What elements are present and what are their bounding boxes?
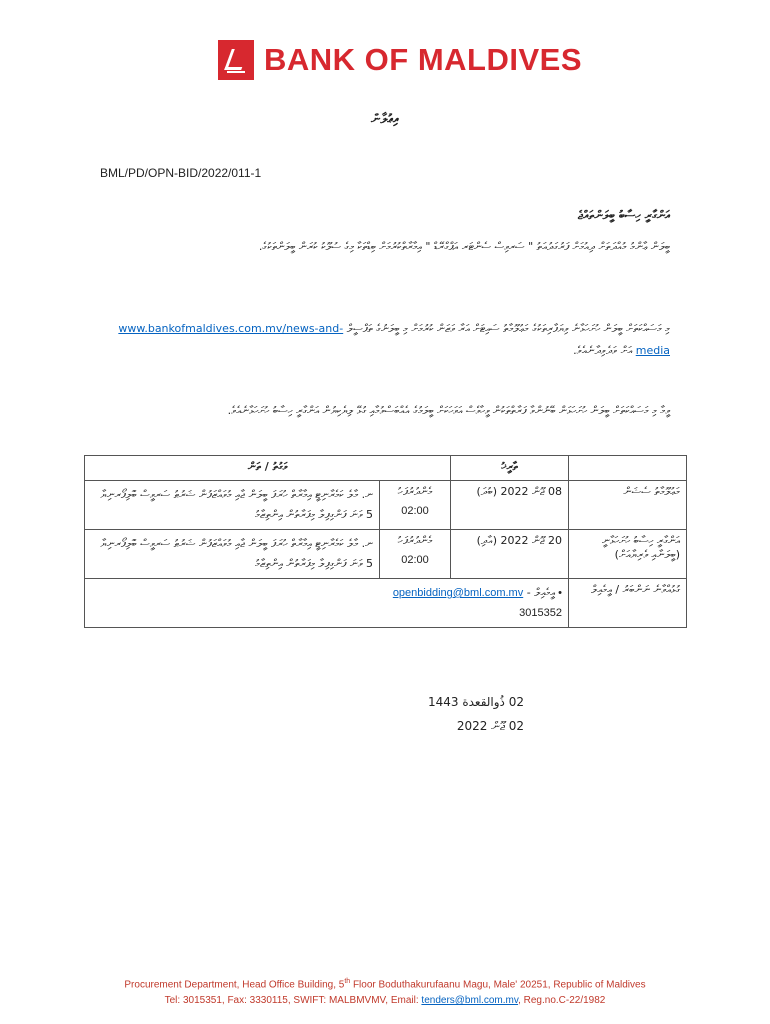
logo-text: BANK OF MALDIVES (264, 42, 582, 77)
header-date: ތާރީޚު (451, 456, 569, 481)
row2-date: 20 ޖޫން 2022 (އާދި) (451, 530, 569, 579)
footer-address-sup: th (344, 978, 351, 985)
hijri-date: 02 ذُوالقعدة 1443 (427, 695, 524, 709)
contact-phone: 3015352 (519, 607, 562, 619)
table-header-row (85, 456, 687, 481)
footer-address-tail: Floor Boduthakurufaanu Magu, Male' 20251, Republic of Maldives (350, 979, 646, 991)
footer (0, 974, 770, 1009)
subject-line: އަންގާރީ ހިސާބު ބީލަންތައްޖެ (577, 208, 670, 222)
row1-time: 02:00 (401, 505, 429, 517)
row2-time-label: މެންދުރުފަހު (397, 534, 433, 547)
footer-contact (0, 993, 770, 1009)
page-title: އިޢުލާން (370, 112, 399, 127)
contact-cell: openbidding@bml.com.mv - އީމެއިލް • 3015352 (85, 579, 569, 628)
row2-time-cell (380, 530, 451, 579)
bml-logo-icon (218, 40, 254, 80)
row1-date: 08 ޖޫން 2022 (ބުދަ) (451, 481, 569, 530)
contact-label: ގުޅުއްވާނެ ނަންބަރު / އީމެއިލް (569, 579, 687, 628)
paragraph-2-text: މި މަސައްކަތަށް ބީލަން ހުށަހަޅާނެ ވިޔަފާރިތަކުގެ މަޢުލޫމާތު ސައިޓަށް އަރާ ވަޒަން ކުރުމަށް މި ބީލަނުގެ ތަފްސީލް (346, 322, 670, 335)
row1-time-label: މެންދުރުފަހު (397, 485, 433, 498)
row2-time: 02:00 (401, 554, 429, 566)
news-media-link[interactable]: www.bankofmaldives.com.mv/news-and-media (118, 322, 670, 357)
footer-address (0, 974, 770, 993)
paragraph-3: ވީމާ މި މަސައްކަތަށް ބީލަން ހުށަހަޅަން ބޭނުންވާ ފަރާތްތަކުން ވީހާވެސް އަވަހަކަށް ބީލަމުގެ އެއްބަސްވުމާއި ގުޅޭ ލިޔެކިޔުން އަންގާރީ ހިސާބު ހުށަހަޅާނެއެވެ. (227, 404, 670, 417)
bank-logo (218, 40, 582, 80)
footer-contact-tail: , Reg.no.C-22/1982 (518, 995, 606, 1007)
row2-place: ނ. މާލެ ކަމެރާނިޓީ އިމާރާތް ހުރަފަ ބީލަން ޖާއި މުވައްޒަފުން ޝަރުޠު ސަރވީސް ބޮލިފޯރނިޔާ 5 ވަނަ ފަންގިފިލާ މިފަރާތުން އިންތިޒާމު (85, 530, 380, 579)
contact-email[interactable]: openbidding@bml.com.mv (392, 587, 524, 599)
row1-label: މަޢުލޫމާތު ސެޝަން (569, 481, 687, 530)
header-time-place: ވަގުތު / ތަން (85, 456, 451, 481)
footer-email-link[interactable]: tenders@bml.com.mv (421, 995, 519, 1007)
row2-label: އަންގާރީ ހިސާބު ހުށަހަޅާނީ (ބީލަނާއި ވެރިޔާއަށް) (569, 530, 687, 579)
gregorian-date: 02 ޖޫން 2022 (456, 719, 524, 733)
footer-address-text: Procurement Department, Head Office Building, 5 (124, 979, 345, 991)
header-empty (569, 456, 687, 481)
date-block (400, 690, 524, 738)
paragraph-1: ބީލަން ޢާންމު މުއްދަތަށް ދިއުމަށް ފަރުގަދުއަތު " ސަރވިސް ސެންޓަރ އަޕްގްރޭޑް " އިމާރާތްކުރުމަށް ބިޑްތަކާ މިގެ ސުލޫކު ކުރަން ބީލަންތަކުގެ. (258, 240, 670, 253)
reference-number: BML/PD/OPN-BID/2022/011-1 (100, 166, 262, 180)
footer-contact-text: Tel: 3015351, Fax: 3330115, SWIFT: MALBMVMV, Email: (164, 995, 422, 1007)
row1-place: ނ. މާލެ ކަމެރާނިޓީ އިމާރާތް ހުރަފަ ބީލަން ޖާއި މުވައްޒަފުން ޝަރުޠު ސަރވީސް ބޮލިފޯރނިޔާ 5 ވަނަ ފަންގިފިލާ މިފަރާތުން އިންތިޒާމު (85, 481, 380, 530)
table-row (85, 530, 687, 579)
paragraph-2-tail: އަށް ވަދެވިދާނެއެވެ. (573, 344, 633, 357)
table-row (85, 579, 687, 628)
paragraph-2 (98, 318, 670, 362)
table-row (85, 481, 687, 530)
contact-email-label: - އީމެއިލް (523, 586, 556, 599)
schedule-table (84, 455, 687, 628)
row1-time-cell (380, 481, 451, 530)
